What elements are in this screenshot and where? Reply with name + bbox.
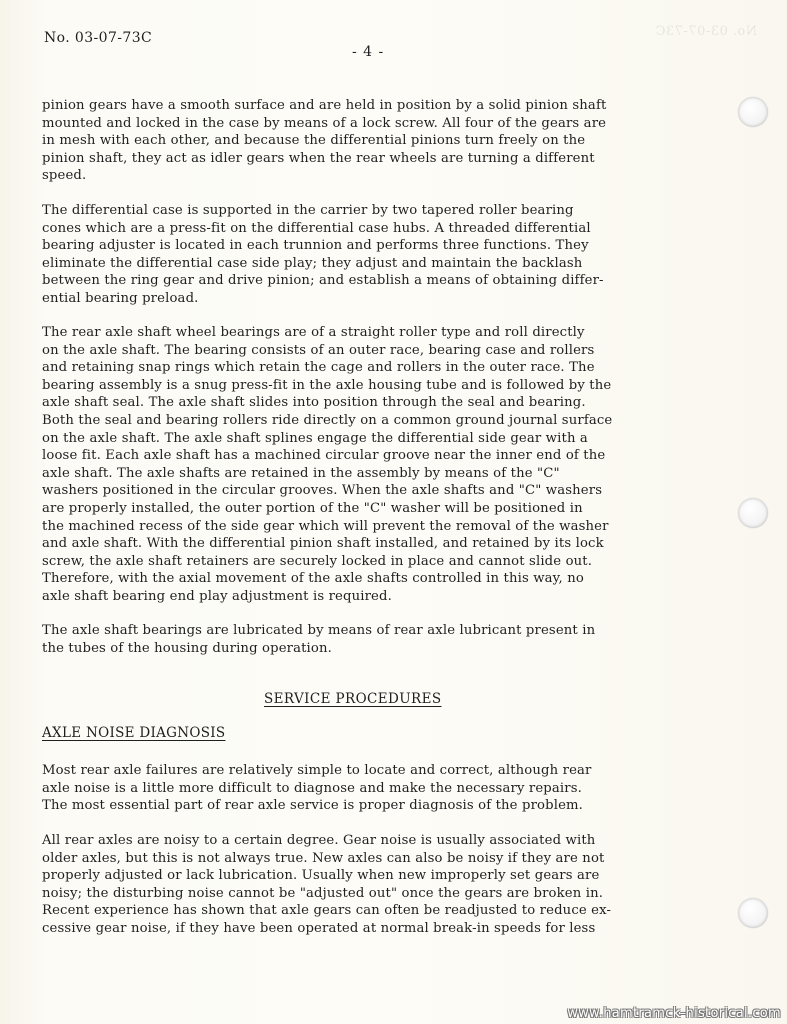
punch-hole-middle (738, 498, 768, 528)
document-number: No. 03-07-73C (44, 30, 153, 46)
bleed-through-text: No. 03-07-73C (654, 24, 757, 39)
paragraph-pinion-gears: pinion gears have a smooth surface and are held in position by a solid pinion shaft mounted and locked in the case by means of a lock screw. All four of the gears are in mesh with each other, and because the differential pinions turn freely on the pinion shaft, they act as idler gears when the rear wheels are turning a different speed. (42, 98, 607, 184)
paragraph-gear-noise: All rear axles are noisy to a certain degree. Gear noise is usually associated with older axles, but this is not always true. New axles can also be noisy if they are not properly adjusted or lack lubrication. Usually when new improperly set gears are noisy; the disturbing noise cannot be "adjusted out" once the gears are broken in. Recent experience has shown that axle gears can often be readjusted to reduce ex- cessive gear noise, if they have been operated at normal break-in speeds for less (42, 833, 612, 936)
paragraph-bearing-lubrication: The axle shaft bearings are lubricated by means of rear axle lubricant present in the tubes of the housing during operation. (42, 623, 596, 656)
punch-hole-bottom (738, 898, 768, 928)
paragraph-axle-failures: Most rear axle failures are relatively simple to locate and correct, although rear axle noise is a little more difficult to diagnose and make the necessary repairs. The most essential part of rear axle service is proper diagnosis of the problem. (42, 763, 592, 814)
page-number: - 4 - (352, 44, 385, 60)
subsection-heading: AXLE NOISE DIAGNOSIS (42, 725, 226, 741)
paragraph-wheel-bearings: The rear axle shaft wheel bearings are of a straight roller type and roll directly on the axle shaft. The bearing consists of an outer race, bearing case and rollers and retaining snap rings which retain the cage and rollers in the outer race. The bearing assembly is a snug press-fit in the axle housing tube and is followed by the axle shaft seal. The axle shaft slides into position through the seal and bearing. Both the seal and bearing rollers ride directly on a common ground journal surface on the axle shaft. The axle shaft splines engage the differential side gear with a loose fit. Each axle shaft has a machined circular groove near the inner end of the axle shaft. The axle shafts are retained in the assembly by means of the "C" washers positioned in the circular grooves. When the axle shafts and "C" washers are properly installed, the outer portion of the "C" washer will be positioned in the machined recess of the side gear which will prevent the removal of the washer and axle shaft. With the differential pinion shaft installed, and retained by its lock screw, the axle shaft retainers are securely locked in place and cannot slide out. Therefore, with the axial movement of the axle shafts controlled in this way, no axle shaft bearing end play adjustment is required. (42, 325, 613, 604)
section-heading: SERVICE PROCEDURES (264, 691, 442, 707)
punch-hole-top (738, 97, 768, 127)
paragraph-differential-case: The differential case is supported in the carrier by two tapered roller bearing cones which are a press-fit on the differential case hubs. A threaded differential bearing adjuster is located in each trunnion and performs three functions. They eliminate the differential case side play; they adjust and maintain the backlash between the ring gear and drive pinion; and establish a means of obtaining differ- ential bearing preload. (42, 203, 604, 306)
website-watermark: www.hamtramck-historical.com (567, 1006, 781, 1021)
